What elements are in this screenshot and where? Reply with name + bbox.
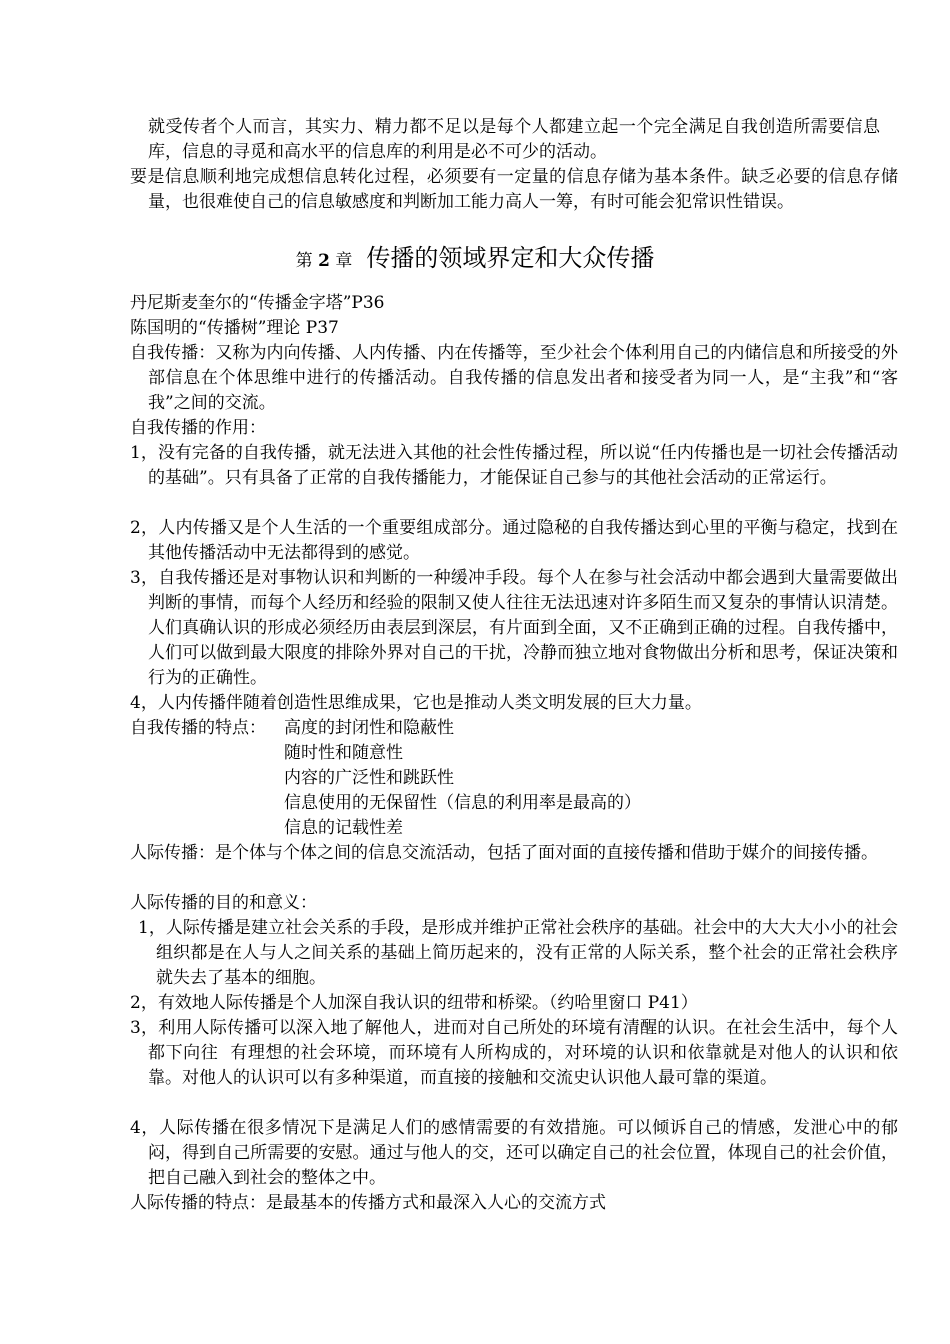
line-denis-mcquail: 丹尼斯麦奎尔的“传播金字塔”P36 — [130, 293, 385, 313]
paragraph-info-library: 就受传者个人而言，其实力、精力都不足以是每个人都建立起一个完全满足自我创造所需要信息库，信息的寻觅和高水平的信息库的利用是必不可少的活动。 — [148, 117, 880, 162]
chapter-title: 传播的领域界定和大众传播 — [366, 244, 655, 272]
list-item-inter-1: 1，人际传播是建立社会关系的手段，是形成并维护正常社会秩序的基础。社会中的大大大小小的社会组织都是在人与人之间关系的基础上简历起来的，没有正常的人际关系，整个社会的正常社会秩序就失去了基本的细胞。 — [138, 918, 898, 988]
list-item-inter-3: 3，利用人际传播可以深入地了解他人，进而对自己所处的环境有清醒的认识。在社会生活中，每个人都下向往 有理想的社会环境，而环境有人所构成的，对环境的认识和依靠就是对他人的认识和依靠。对他人的认识可以有多种渠道，而直接的接触和交流史认识他人最可靠的渠道。 — [130, 1018, 898, 1088]
list-item-self-role-2: 2，人内传播又是个人生活的一个重要组成部分。通过隐秘的自我传播达到心里的平衡与稳定，找到在其他传播活动中无法都得到的感觉。 — [130, 518, 898, 563]
list-item-inter-4: 4，人际传播在很多情况下是满足人们的感情需要的有效措施。可以倾诉自己的情感，发泄心中的郁闷，得到自己所需要的安慰。通过与他人的交，还可以确定自己的社会位置，体现自己的社会价值，把自己融入到社会的整体之中。 — [130, 1118, 898, 1188]
list-item-self-role-3: 3，自我传播还是对事物认识和判断的一种缓冲手段。每个人在参与社会活动中都会遇到大量需要做出判断的事情，而每个人经历和经验的限制又使人往往无法迅速对许多陌生而又复杂的事情认识清楚。人们真确认识的形成必须经历由表层到深层，有片面到全面，又不正确到正确的过程。自我传播中，人们可以做到最大限度的排除外界对自己的干扰，冷静而独立地对食物做出分析和思考，保证决策和行为的正确性。 — [130, 568, 898, 688]
label-self-communication-traits: 自我传播的特点： — [130, 718, 266, 738]
paragraph-self-communication-definition: 自我传播：又称为内向传播、人内传播、内在传播等，至少社会个体利用自己的内储信息和所接受的外部信息在个体思维中进行的传播活动。自我传播的信息发出者和接受者为同一人，是“主我”和“客我”之间的交流。 — [130, 343, 898, 413]
list-item-inter-2: 2，有效地人际传播是个人加深自我认识的纽带和桥梁。（约哈里窗口 P41） — [130, 993, 698, 1013]
trait-item: 信息的记载性差 — [284, 818, 403, 838]
chapter-number: 第 2 章 — [295, 251, 353, 271]
paragraph-info-storage: 要是信息顺利地完成想信息转化过程，必须要有一定量的信息存储为基本条件。缺乏必要的信息存储量，也很难使自己的信息敏感度和判断加工能力高人一筹，有时可能会犯常识性错误。 — [130, 167, 898, 212]
line-chen-guoming: 陈国明的“传播树”理论 P37 — [130, 318, 339, 338]
heading-self-communication-role: 自我传播的作用： — [130, 418, 266, 438]
trait-item: 内容的广泛性和跳跃性 — [284, 768, 454, 788]
list-item-self-role-4: 4，人内传播伴随着创造性思维成果，它也是推动人类文明发展的巨大力量。 — [130, 693, 702, 713]
heading-interpersonal-purpose: 人际传播的目的和意义： — [130, 893, 317, 913]
line-interpersonal-traits: 人际传播的特点：是最基本的传播方式和最深入人心的交流方式 — [130, 1193, 606, 1213]
trait-item: 信息使用的无保留性（信息的利用率是最高的） — [284, 793, 641, 813]
list-item-self-role-1: 1，没有完备的自我传播，就无法进入其他的社会性传播过程，所以说“任内传播也是一切社会传播活动的基础”。只有具备了正常的自我传播能力，才能保证自己参与的其他社会活动的正常运行。 — [130, 443, 898, 488]
trait-item: 随时性和随意性 — [284, 743, 403, 763]
trait-item: 高度的封闭性和隐蔽性 — [284, 718, 454, 738]
chapter-heading — [0, 242, 950, 277]
paragraph-interpersonal-definition: 人际传播：是个体与个体之间的信息交流活动，包括了面对面的直接传播和借助于媒介的间接传播。 — [130, 843, 878, 863]
